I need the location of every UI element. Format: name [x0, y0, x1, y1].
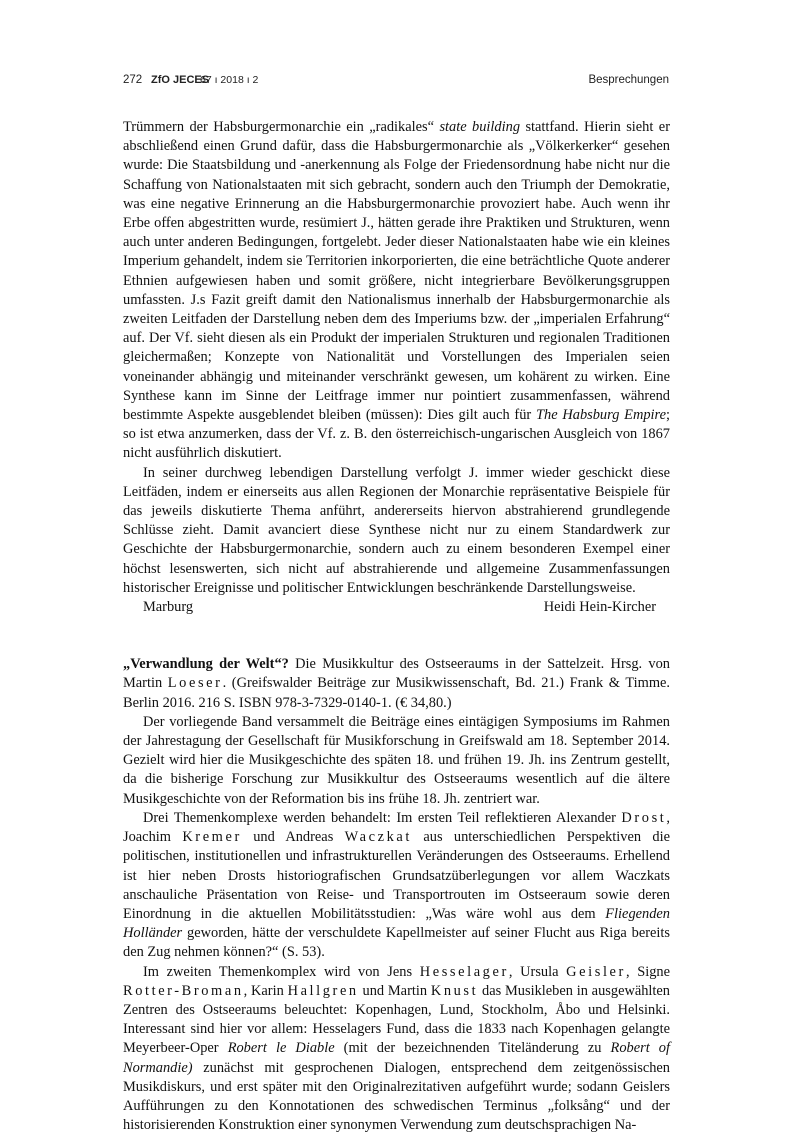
italic-title: Robert le Diable [227, 1040, 335, 1057]
author-name: Hesselager [419, 963, 509, 980]
review2-paragraph-1: Der vorliegende Band versammelt die Beiträge eines eintägigen Symposiums im Rahmen der Jahrestagung der Gesellschaft für Musikforschung in Greifswald am 18. September 2014. Gezielt wird hier die Musikgeschichte des späten 18. und frühen 19. Jh. ins Zentrum gestellt, da die bisherige Forschung zur Musikkultur des Ostseeraums wesentlich auf die ältere Musikgeschichte von der Reformation bis ins frühe 18. Jh. zentriert war. [123, 713, 670, 807]
author-name: Knust [430, 982, 479, 999]
author-name: Kremer [182, 829, 242, 846]
review2-paragraph-3: Im zweiten Themenkomplex wird von Jens Hesselager, Ursula Geisler, Signe Rotter-Broman, Karin Hallgren und Martin Knust das Musikleben in ausgewählten Zentren des Ostseeraums beleuchtet: Kopenhagen, Lund, Stockholm, Åbo und Helsinki. Interessant sind hier vor allem: Hesselagers Fund, dass die 1833 nach Kopenhagen gelangte Meyerbeer-Oper Robert le Diable (mit der bezeichnenden Titeländerung zu Robert of Normandie) zunächst mit gesprochenen Dialogen, entsprechend dem zeitgenössischen Musikdiskurs, und erst später mit den Originalrezitativen aufgeführt wurde; sodann Geislers Aufführungen zu den Konnotationen des schwedischen Terminus „folksång“ und der historisierenden Konstruktion einer synonymen Verwendung zum deutschsprachigen Na- [123, 963, 671, 1134]
author-name: Hallgren [287, 982, 359, 999]
author-name: Drost [621, 809, 667, 826]
review2-title: „Verwandlung der Welt“? [123, 656, 289, 673]
author-name: Rotter-Broman [123, 982, 244, 999]
book-title: The Habsburg Empire [536, 407, 666, 424]
journal-name: ZfO JECES [151, 74, 210, 86]
editor-name: Loeser [167, 675, 223, 692]
signature-author: Heidi Hein-Kircher [543, 599, 656, 616]
author-name: Waczkat [344, 829, 413, 846]
author-name: Geisler [566, 963, 626, 980]
signature-city: Marburg [143, 599, 194, 616]
page-number: 272 [123, 74, 143, 86]
section-title: Besprechungen [588, 74, 669, 86]
italic-title: Fliegenden Holländer [123, 905, 670, 942]
body-text [123, 118, 670, 1135]
review1-signature [123, 598, 670, 617]
journal-issue: 67 ı 2018 ı 2 [200, 74, 259, 86]
review2-paragraph-2: Drei Themenkomplexe werden behandelt: Im ersten Teil reflektieren Alexander Drost, Joachim Kremer und Andreas Waczkat aus unterschiedlichen Perspektiven die politischen, institutionellen und infrastrukturellen Veränderungen des Ostseeraums. Erhellend ist hier neben Drosts historiografischen Grundsatzüberlegungen vor allem Waczkats anschauliche Präsentation von Reise- und Transportrouten im Ostseeraum sowie deren Einordnung in die aktuellen Mobilitätsstudien: „Was wäre wohl aus dem Fliegenden Holländer geworden, hätte der verschuldete Kapellmeister auf seiner Flucht aus Riga bereits den Zug nehmen können?“ (S. 53). [123, 809, 670, 961]
running-header [123, 74, 669, 90]
review2-citation: „Verwandlung der Welt“? Die Musikkultur des Ostseeraums in der Sattelzeit. Hrsg. von Martin Loeser. (Greifswalder Beiträge zur Musikwissenschaft, Bd. 21.) Frank & Timme. Berlin 2016. 216 S. ISBN 978-3-7329-0140-1. (€ 34,80.) [123, 656, 671, 711]
italic-title: Robert of Normandie) [123, 1040, 670, 1076]
review1-paragraph-2: In seiner durchweg lebendigen Darstellung verfolgt J. immer wieder geschickt diese Leitfäden, indem er einerseits aus allen Regionen der Monarchie repräsentative Beispiele für das jeweils diskutierte Thema anführt, andererseits hiervon abstrahierend grundlegende Schlüsse zieht. Damit avanciert diese Synthese nicht nur zu einem Standardwerk zur Geschichte der Habsburgermonarchie, sondern auch zu einem besonderen Exempel einer höchst lesenswerten, sich nicht auf abstrahierende und allgemeine Zusammenfassungen historischer Ereignisse und politischer Entwicklungen beschränkende Darstellungsweise. [123, 464, 670, 596]
review1-paragraph-1: Trümmern der Habsburgermonarchie ein „radikales“ state building stattfand. Hierin sieht er abschließend einen Grund dafür, dass die Habsburgermonarchie als „Völkerkerker“ gesehen wurde: Die Staatsbildung und -anerkennung als Folge der Friedensordnung habe nicht nur die Schaffung von Nationalstaaten mit sich gebracht, sondern auch den Triumph der Demokratie, was eine negative Erinnerung an die Habsburgermonarchie provoziert habe. Auch wenn ihr Erbe offen abgestritten wurde, resümiert J., hätten gerade ihre Praktiken und Strukturen, wenn auch unter anderen Bedingungen, fortgelebt. Jeder dieser Nationalstaaten habe wie ein kleines Imperium gehandelt, indem sie Territorien inkorporierten, die eine beträchtliche Quote anderer Ethnien aufgewiesen haben und somit größere, nicht integrierbare Bevölkerungsgruppen umfassten. J.s Fazit greift damit den Nationalismus innerhalb der Habsburgermonarchie als zweiten Leitfaden der Darstellung neben dem des Imperiums bzw. der „imperialen Erfahrung“ auf. Der Vf. sieht diesen als ein Produkt der imperialen Strukturen und regionalen Traditionen gleichermaßen; Konzepte von Nationalität und Vorstellungen des Imperialen seien voneinander abhängig und miteinander verschränkt gewesen, um kohärent zu wirken. Eine Synthese kann im Sinne der Leitfrage immer nur pointiert zusammenfassen, während bestimmte Aspekte ausgeblendet bleiben (müssen): Dies gilt auch für The Habsburg Empire; so ist etwa anzumerken, dass der Vf. z. B. den österreichisch-ungarischen Ausgleich von 1867 nicht ausführlich diskutiert. [123, 119, 670, 462]
review-separator [123, 617, 670, 655]
italic-term: state building [439, 119, 521, 135]
